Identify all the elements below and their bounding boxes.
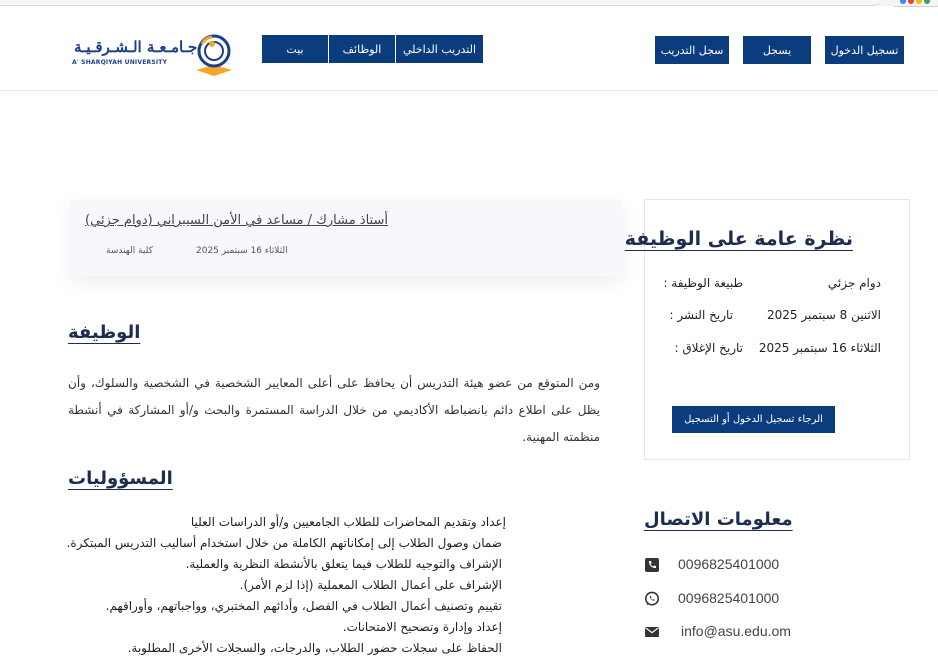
university-logo[interactable] bbox=[70, 32, 242, 78]
list-item: الحفاظ على سجلات حضور الطلاب، والدرجات، والسجلات الأخرى المطلوبة. bbox=[127, 641, 502, 655]
list-item: إعداد وتقديم المحاضرات للطلاب الجامعيين و/أو الدراسات العليا bbox=[190, 515, 506, 529]
site-header bbox=[0, 6, 938, 91]
list-item: إعداد وإدارة وتصحيح الامتحانات. bbox=[342, 620, 502, 634]
contact-heading: معلومات الاتصال bbox=[644, 509, 793, 530]
close-date-label: تاريخ الإغلاق : bbox=[674, 341, 743, 355]
login-or-register-button[interactable]: الرجاء تسجيل الدخول أو التسجيل bbox=[672, 406, 835, 433]
job-description: ومن المتوقع من عضو هيئة التدريس أن يحافظ على أعلى المعايير الشخصية في الشخصية والسلوك، وأن يظل على اطلاع دائم بانضباطه الأكاديمي من خلال الدراسة المستمرة والبحث و/أو المشاركة في أنشطة منظمته المهنية. bbox=[68, 376, 600, 444]
register-button[interactable]: يسجل bbox=[743, 36, 811, 64]
job-overview-panel bbox=[624, 199, 910, 460]
responsibilities-list bbox=[66, 512, 506, 659]
list-item: ضمان وصول الطلاب إلى إمكاناتهم الكاملة من خلال استخدام أساليب التدريس المبتكرة. bbox=[66, 536, 502, 550]
nav-home-button[interactable]: بيت bbox=[262, 35, 328, 63]
phone-icon bbox=[644, 557, 660, 573]
nav-internship-button[interactable]: التدريب الداخلي bbox=[396, 35, 483, 63]
publish-date-label: تاريخ النشر : bbox=[669, 308, 733, 322]
overview-heading: نظرة عامة على الوظيفة bbox=[624, 228, 853, 250]
whatsapp-icon bbox=[644, 591, 660, 607]
whatsapp-number[interactable]: 0096825401000 bbox=[678, 590, 780, 606]
envelope-icon bbox=[644, 624, 660, 640]
job-type-value: دوام جزئي bbox=[827, 276, 881, 290]
job-summary-card bbox=[70, 200, 622, 276]
job-date: الثلاثاء 16 سبتمبر 2025 bbox=[196, 246, 288, 256]
publish-date-value: الاثنين 8 سبتمبر 2025 bbox=[766, 308, 881, 322]
job-section-heading: الوظيفة bbox=[68, 322, 141, 343]
job-title-link[interactable]: أستاذ مشارك / مساعد في الأمن السيبراني (دوام جزئي) bbox=[85, 213, 388, 228]
email-address[interactable]: info@asu.edu.om bbox=[681, 623, 791, 639]
login-button[interactable]: تسجيل الدخول bbox=[825, 36, 904, 64]
logo-arabic-text: جـامـعـة الـشـرقـيـة bbox=[74, 38, 198, 56]
job-type-label: طبيعة الوظيفة : bbox=[663, 276, 743, 290]
logo-english-text: A' SHARQIYAH UNIVERSITY bbox=[72, 59, 168, 66]
job-faculty: كلية الهندسة bbox=[106, 246, 153, 256]
list-item: الإشراف على أعمال الطلاب المعملية (إذا لزم الأمر). bbox=[239, 578, 502, 592]
phone-number[interactable]: 0096825401000 bbox=[678, 556, 780, 572]
close-date-value: الثلاثاء 16 سبتمبر 2025 bbox=[758, 341, 881, 355]
training-register-button[interactable]: سجل التدريب bbox=[655, 36, 729, 64]
responsibilities-heading: المسؤوليات bbox=[68, 468, 173, 489]
list-item: الإشراف والتوجيه للطلاب فيما يتعلق بالأنشطة النظرية والعملية. bbox=[185, 557, 502, 571]
logo-emblem-icon bbox=[188, 32, 240, 78]
nav-jobs-button[interactable]: الوظائف bbox=[329, 35, 395, 63]
list-item: تقييم وتصنيف أعمال الطلاب في الفصل، وأدائهم المختبري، وواجباتهم، وأوراقهم. bbox=[105, 599, 502, 613]
